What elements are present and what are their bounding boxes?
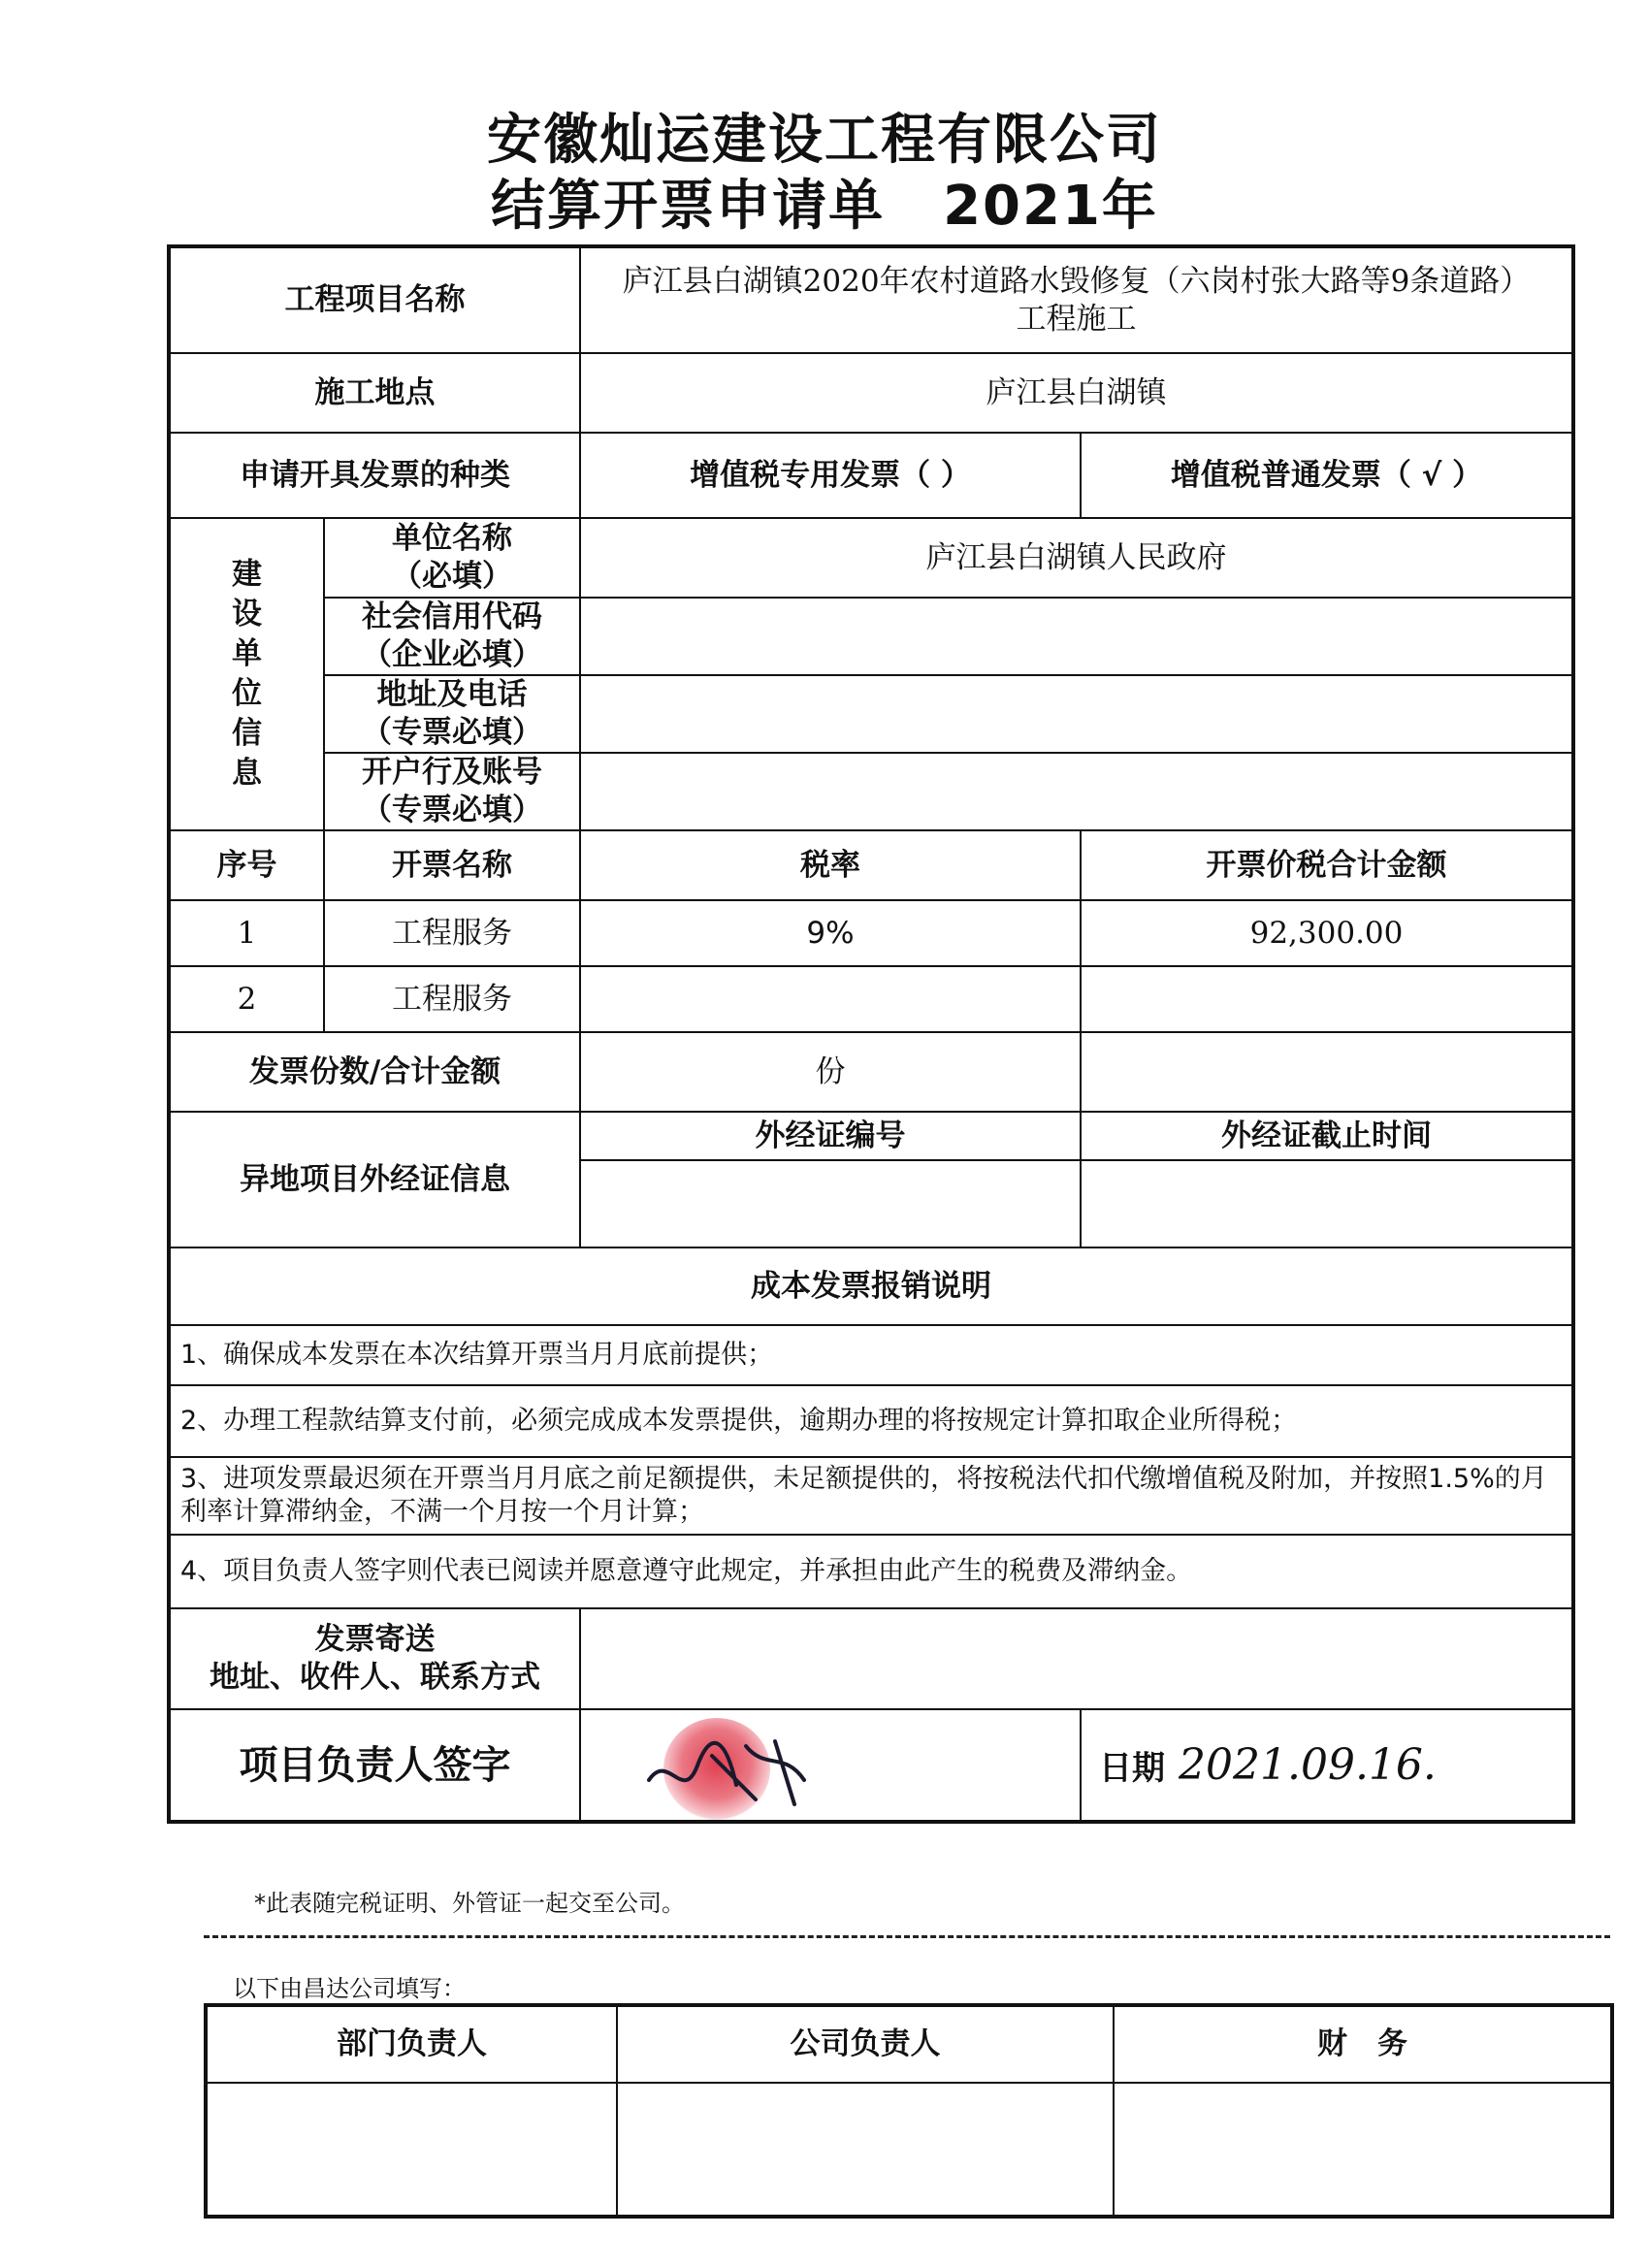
field-sub: （企业必填） <box>362 637 542 672</box>
row-rate <box>580 966 1081 1032</box>
row-name: 工程服务 <box>324 900 580 966</box>
header-name: 开票名称 <box>324 830 580 900</box>
approval-table <box>204 2003 1614 2219</box>
cert-deadline-header: 外经证截止时间 <box>1081 1112 1573 1160</box>
cert-no-value <box>580 1160 1081 1247</box>
table-row <box>169 966 1573 1032</box>
company-fill-note: 以下由昌达公司填写： <box>233 1975 466 2002</box>
company-head-header: 公司负责人 <box>617 2005 1114 2083</box>
address-phone-value <box>580 675 1573 753</box>
field-label: 地址及电话 <box>376 677 528 713</box>
project-name-label: 工程项目名称 <box>169 246 580 353</box>
unit-name-label <box>324 518 580 598</box>
location-value: 庐江县白湖镇 <box>580 353 1573 433</box>
cert-no-header: 外经证编号 <box>580 1112 1081 1160</box>
address-phone-label <box>324 675 580 753</box>
signature-label: 项目负责人签字 <box>169 1709 580 1822</box>
handwritten-signature <box>639 1712 833 1819</box>
finance-header: 财 务 <box>1114 2005 1612 2083</box>
total-amount <box>1081 1032 1573 1112</box>
dept-head-sign-cell <box>206 2083 617 2217</box>
header-rate: 税率 <box>580 830 1081 900</box>
builder-group-char: 建 <box>232 557 262 593</box>
builder-group-char: 单 <box>232 636 262 672</box>
row-no: 2 <box>169 966 324 1032</box>
location-label: 施工地点 <box>169 353 580 433</box>
application-form <box>167 244 1575 1824</box>
company-title: 安徽灿运建设工程有限公司 <box>487 109 1162 172</box>
field-sub: （专票必填） <box>362 793 542 827</box>
row-name: 工程服务 <box>324 966 580 1032</box>
row-amount: 92,300.00 <box>1081 900 1573 966</box>
dept-head-header: 部门负责人 <box>206 2005 617 2083</box>
invoice-type-label: 申请开具发票的种类 <box>169 433 580 518</box>
note-line: 4、项目负责人签字则代表已阅读并愿意遵守此规定，并承担由此产生的税费及滞纳金。 <box>169 1535 1573 1608</box>
project-name-line2: 工程施工 <box>1016 301 1137 337</box>
bank-account-label <box>324 753 580 830</box>
form-title <box>0 163 1649 241</box>
field-label: 开户行及账号 <box>362 755 542 791</box>
credit-code-value <box>580 598 1573 675</box>
row-rate: 9% <box>580 900 1081 966</box>
unit-name-value: 庐江县白湖镇人民政府 <box>580 518 1573 598</box>
header-no: 序号 <box>169 830 324 900</box>
date-value: 2021.09.16. <box>1179 1740 1437 1790</box>
footnote: *此表随完税证明、外管证一起交至公司。 <box>254 1890 685 1917</box>
invoice-type-general: 增值税普通发票（ √ ） <box>1081 433 1573 518</box>
bank-account-value <box>580 753 1573 830</box>
date-cell <box>1081 1709 1573 1822</box>
field-sub: （专票必填） <box>362 715 542 750</box>
signature-area <box>580 1709 1081 1822</box>
copies-unit: 份 <box>580 1032 1081 1112</box>
builder-group-char: 信 <box>232 715 262 751</box>
mailing-label-line1: 发票寄送 <box>314 1622 436 1658</box>
date-label: 日期 <box>1099 1749 1165 1788</box>
mailing-label-line2: 地址、收件人、联系方式 <box>210 1660 540 1695</box>
builder-group-char: 位 <box>232 676 262 711</box>
notes-title: 成本发票报销说明 <box>169 1247 1573 1325</box>
header-amount: 开票价税合计金额 <box>1081 830 1573 900</box>
mailing-label <box>169 1608 580 1709</box>
invoice-type-special: 增值税专用发票（ ） <box>580 433 1081 518</box>
cut-line <box>204 1935 1610 1938</box>
cert-deadline-value <box>1081 1160 1573 1247</box>
project-name-line1: 庐江县白湖镇2020年农村道路水毁修复（六岗村张大路等9条道路） <box>622 263 1531 299</box>
form-title-text: 结算开票申请单 <box>491 175 886 238</box>
table-row <box>169 900 1573 966</box>
builder-group-char: 设 <box>232 597 262 632</box>
row-amount <box>1081 966 1573 1032</box>
note-line: 1、确保成本发票在本次结算开票当月月底前提供； <box>169 1325 1573 1385</box>
field-label: 单位名称 <box>392 521 512 557</box>
project-name-value <box>580 246 1573 353</box>
form-year: 2021年 <box>943 175 1158 238</box>
company-head-sign-cell <box>617 2083 1114 2217</box>
note-line: 3、进项发票最迟须在开票当月月底之前足额提供，未足额提供的，将按税法代扣代缴增值税及附加，并按照1.5%的月利率计算滞纳金，不满一个月按一个月计算； <box>169 1457 1573 1535</box>
note-line: 2、办理工程款结算支付前，必须完成成本发票提供，逾期办理的将按规定计算扣取企业所得税； <box>169 1385 1573 1457</box>
mailing-value <box>580 1608 1573 1709</box>
builder-info-group-label <box>169 518 324 830</box>
finance-sign-cell <box>1114 2083 1612 2217</box>
total-label: 发票份数/合计金额 <box>169 1032 580 1112</box>
credit-code-label <box>324 598 580 675</box>
field-label: 社会信用代码 <box>362 599 542 635</box>
cert-label: 异地项目外经证信息 <box>169 1112 580 1247</box>
builder-group-char: 息 <box>232 755 262 791</box>
field-sub: （必填） <box>392 559 512 594</box>
row-no: 1 <box>169 900 324 966</box>
